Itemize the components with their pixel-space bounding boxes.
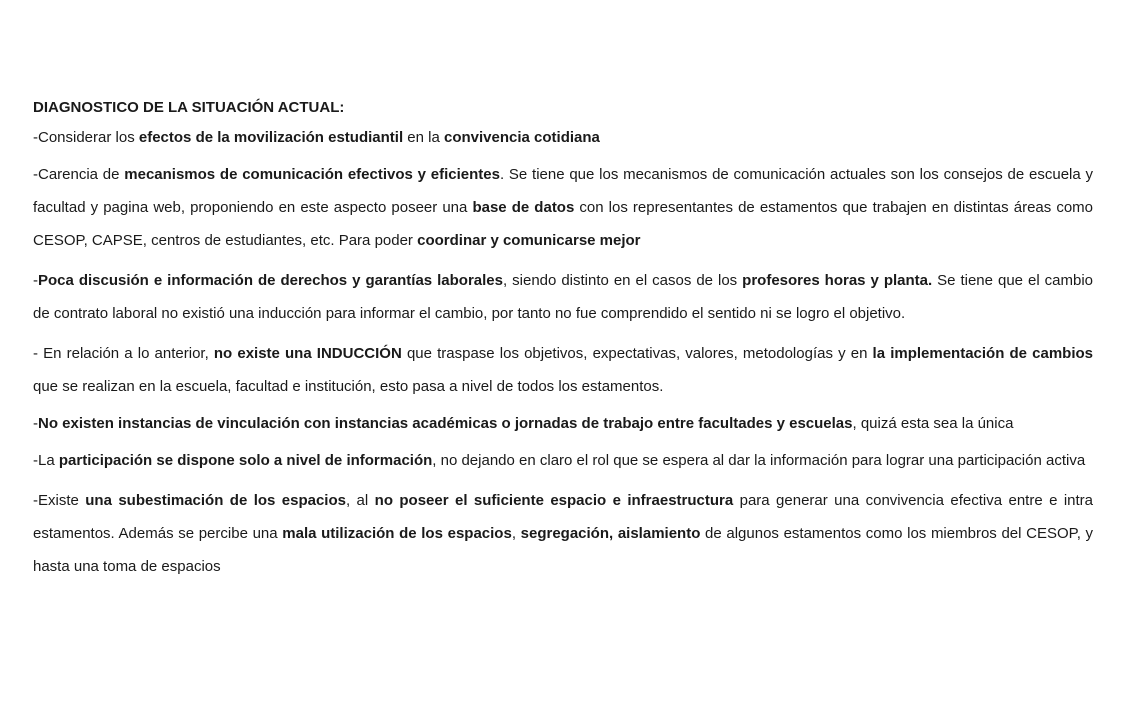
emphasis-text: base de datos (472, 199, 575, 216)
emphasis-text: profesores horas y planta. (742, 272, 933, 289)
body-text: -Existe (33, 492, 86, 509)
emphasis-text: efectos de la movilización estudiantil (138, 129, 404, 146)
document-heading: DIAGNOSTICO DE LA SITUACIÓN ACTUAL: (33, 99, 345, 116)
emphasis-text: Poca discusión e información de derechos y garantías laborales (38, 272, 503, 289)
emphasis-text: mecanismos de comunicación efectivos y eficientes (124, 166, 500, 183)
paragraph-vinculacion (33, 410, 1093, 437)
body-text: para generar una convivencia efectiva entre e intra estamentos. Además se percibe una (33, 492, 1094, 542)
body-text: , al (345, 492, 375, 509)
paragraph-espacios (33, 484, 1093, 583)
body-text: -Carencia de (33, 166, 125, 183)
body-text: - (33, 415, 38, 432)
emphasis-text: mala utilización de los espacios (282, 525, 512, 542)
emphasis-text: no existe una INDUCCIÓN (213, 345, 402, 362)
paragraph-induccion (33, 337, 1093, 403)
body-text: con los representantes de estamentos que trabajen en distintas áreas como CESOP, CAPSE, centros de estudiantes, etc. Para poder (33, 199, 1094, 249)
emphasis-text: una subestimación de los espacios (85, 492, 346, 509)
emphasis-text: convivencia cotidiana (444, 129, 600, 146)
body-text: , (511, 525, 521, 542)
emphasis-text: no poseer el suficiente espacio e infraestructura (374, 492, 734, 509)
paragraph-participacion (33, 444, 1093, 477)
paragraph-derechos-laborales (33, 264, 1093, 330)
body-text: , no dejando en claro el rol que se espera al dar la información para lograr una participación activa (432, 452, 1086, 469)
body-text: que traspase los objetivos, expectativas, valores, metodologías y en (401, 345, 873, 362)
body-text: , siendo distinto en el casos de los (503, 272, 743, 289)
document-body (33, 94, 1093, 590)
body-text: , quizá esta sea la única (852, 415, 1014, 432)
paragraph-movilizacion (33, 124, 1093, 151)
body-text: -La (33, 452, 59, 469)
body-text: . Se tiene que los mecanismos de comunicación actuales son los consejos de escuela y facultad y pagina web, proponiendo en este aspecto poseer una (33, 166, 1093, 216)
body-text: en la (403, 129, 444, 146)
emphasis-text: participación se dispone solo a nivel de información (58, 452, 433, 469)
body-text: - En relación a lo anterior, (33, 345, 214, 362)
body-text: -Considerar los (33, 129, 139, 146)
emphasis-text: la implementación de cambios (872, 345, 1094, 362)
paragraph-comunicacion (33, 158, 1093, 257)
body-text: - (33, 272, 38, 289)
emphasis-text: coordinar y comunicarse mejor (417, 232, 641, 249)
body-text: de algunos estamentos como los miembros del CESOP, y hasta una toma de espacios (33, 525, 1094, 575)
emphasis-text: segregación, aislamiento (520, 525, 701, 542)
body-text: Se tiene que el cambio de contrato laboral no existió una inducción para informar el cambio, por tanto no fue comprendido el sentido ni se logro el objetivo. (33, 272, 1093, 322)
emphasis-text: No existen instancias de vinculación con instancias académicas o jornadas de trabajo entre facultades y escuelas (38, 415, 853, 432)
body-text: que se realizan en la escuela, facultad e institución, esto pasa a nivel de todos los estamentos. (33, 378, 664, 395)
